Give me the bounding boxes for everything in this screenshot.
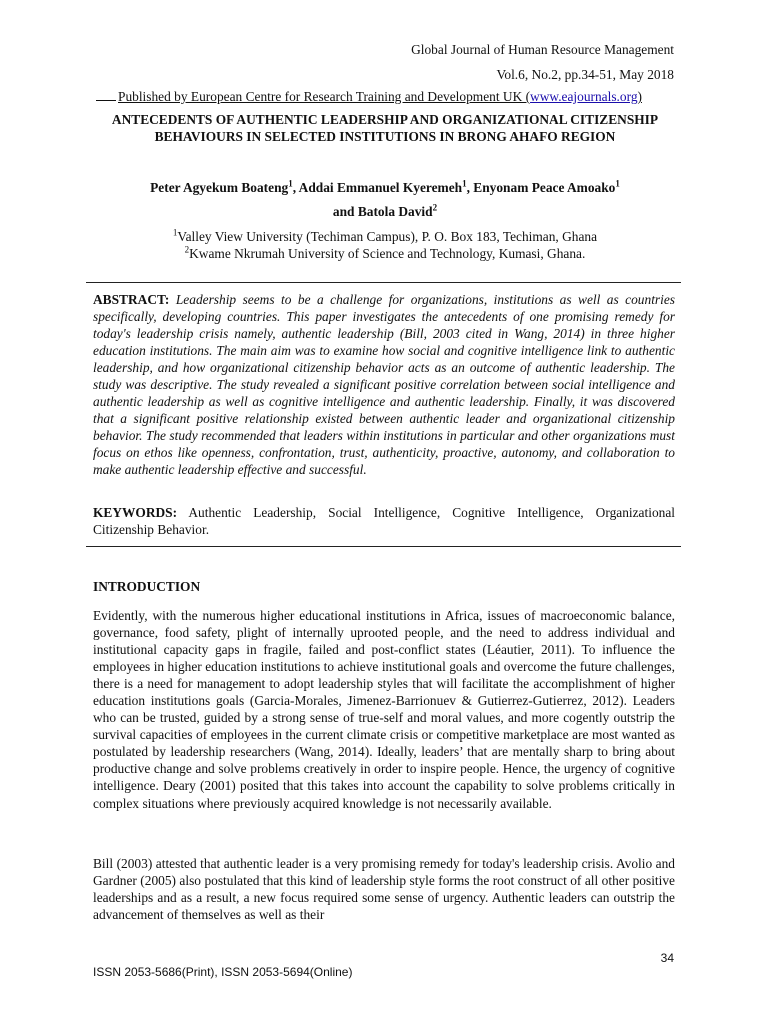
affiliation-line xyxy=(94,245,676,262)
affiliations xyxy=(94,228,676,262)
page-number: 34 xyxy=(660,951,674,965)
affiliation-text: Kwame Nkrumah University of Science and Technology, Kumasi, Ghana. xyxy=(189,246,586,261)
abstract xyxy=(93,291,675,478)
publisher-text: Published by European Centre for Research Training and Development UK ( xyxy=(118,89,531,104)
abstract-text: Leadership seems to be a challenge for organizations, institutions as well as countries specifically, developing countries. This paper investigates the antecedents of one promising remedy for today's leadership crisis namely, authentic leadership (Bill, 2003 cited in Wang, 2014) in three higher education institutions. The main aim was to examine how social and cognitive intelligence link to authentic leadership, and how organizational citizenship behavior acts as an outcome of authentic leadership. The study was descriptive. The study revealed a significant positive correlation between social intelligence and authentic leadership as well as cognitive intelligence and authentic leadership. Finally, it was discovered that a significant positive relationship existed between authentic leader and organizational citizenship behavior. The study recommended that leaders within institutions in particular and other organizations must focus on ethos like openness, confrontation, trust, authenticity, proactive, autonomy, and collaboration to make authentic leadership effective and successful. xyxy=(93,292,675,477)
abstract-top-rule xyxy=(86,282,681,283)
keywords-label: KEYWORDS: xyxy=(93,505,178,520)
publisher-close: ) xyxy=(637,89,642,104)
abstract-label: ABSTRACT: xyxy=(93,292,170,307)
keywords-bottom-rule xyxy=(86,546,681,547)
keywords-text: Authentic Leadership, Social Intelligence, Cognitive Intelligence, Organizational Citizenship Behavior. xyxy=(93,505,675,537)
keywords xyxy=(93,504,675,538)
author-affiliation-mark: 2 xyxy=(432,202,438,213)
author-affiliation-mark: 1 xyxy=(462,178,467,189)
paper-title: ANTECEDENTS OF AUTHENTIC LEADERSHIP AND ORGANIZATIONAL CITIZENSHIP BEHAVIOURS IN SELECTED INSTITUTIONS IN BRONG AHAFO REGION xyxy=(111,112,659,144)
volume-info: Vol.6, No.2, pp.34-51, May 2018 xyxy=(496,67,674,82)
author-list xyxy=(94,176,676,224)
author-name: , Addai Emmanuel Kyeremeh xyxy=(292,180,463,195)
author-affiliation-mark: 1 xyxy=(288,178,293,189)
author-name: and Batola David xyxy=(332,204,433,219)
underline-rule xyxy=(96,100,116,101)
journal-link[interactable]: www.eajournals.org xyxy=(530,89,638,104)
author-name: , Enyonam Peace Amoako xyxy=(466,180,616,195)
publisher-line xyxy=(96,89,676,105)
affiliation-mark: 1 xyxy=(172,227,178,238)
author-affiliation-mark: 1 xyxy=(615,178,620,189)
author-name: Peter Agyekum Boateng xyxy=(150,180,289,195)
issn-footer: ISSN 2053-5686(Print), ISSN 2053-5694(Online) xyxy=(93,965,353,979)
section-heading-introduction: INTRODUCTION xyxy=(93,579,201,594)
journal-name: Global Journal of Human Resource Management xyxy=(411,42,674,57)
affiliation-text: Valley View University (Techiman Campus), P. O. Box 183, Techiman, Ghana xyxy=(177,229,598,244)
body-paragraph-1: Evidently, with the numerous higher educational institutions in Africa, issues of macroeconomic balance, governance, food safety, plight of internally uprooted people, and the need to address individual and institutional capacity gaps in fragile, failed and post-conflict states (Léautier, 2011). To influence the employees in higher education institutions to achieve institutional goals and overcome the future challenges, there is a need for management to adopt leadership styles that will facilitate the accomplishment of higher education institutions goals (Garcia-Morales, Jimenez-Barrionuev & Gutierrez-Gutierrez, 2012). Leaders who can be trusted, guided by a strong sense of true-self and moral values, and more cogently outstrip the survival capacities of employees in the current climate crisis or competitive marketplace are most wanted as postulated by leadership researchers (Wang, 2014). Ideally, leaders’ that are mentally sharp to bring about productive change and solve problems creatively in order to inspire people. Hence, the urgency of cognitive intelligence. Deary (2001) posited that this takes into account the capability to solve problems critically in complex situations where previously acquired knowledge is not necessarily available. xyxy=(93,608,675,811)
body-paragraph-2: Bill (2003) attested that authentic leader is a very promising remedy for today's leadership crisis. Avolio and Gardner (2005) also postulated that this kind of leadership style forms the root construct of all other positive leaderships and as a result, a new focus required some sense of urgency. Authentic leaders can outstrip the advancement of themselves as well as their xyxy=(93,856,675,923)
affiliation-mark: 2 xyxy=(184,244,190,255)
affiliation-line xyxy=(94,228,676,245)
